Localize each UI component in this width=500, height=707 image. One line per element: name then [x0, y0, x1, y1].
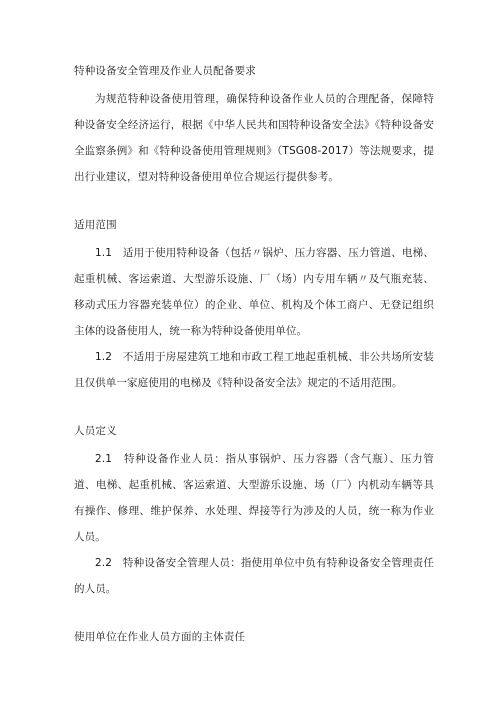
definitions-paragraph-2: 2.2 特种设备安全管理人员：指使用单位中负有特种设备安全管理责任的人员。 [74, 557, 434, 595]
definitions-paragraph-1: 2.1 特种设备作业人员：指从事锅炉、压力容器（含气瓶）、压力管道、电梯、起重机械、客运索道、大型游乐设施、场（厂）内机动车辆等具有操作、修理、维护保养、水处理、焊接等行为涉及的人员，统一称为作业人员。 [74, 453, 434, 543]
document-title: 特种设备安全管理及作业人员配备要求 [74, 65, 256, 77]
scope-paragraph-1: 1.1 适用于使用特种设备（包括〃锅炉、压力容器、压力管道、电梯、起重机械、客运索道、大型游乐设施、厂（场）内专用车辆〃及气瓶充装、移动式压力容器充装单位）的企业、单位、机构及个体工商户、无登记组织主体的设备使用人，统一称为特种设备使用单位。 [74, 247, 434, 337]
scope-paragraph-2: 1.2 不适用于房屋建筑工地和市政工程工地起重机械、非公共场所安装且仅供单一家庭使用的电梯及《特种设备安全法》规定的不适用范围。 [74, 351, 434, 389]
section-heading-responsibilities: 使用单位在作业人员方面的主体责任 [74, 631, 246, 643]
section-spacer [74, 190, 434, 216]
section-spacer [74, 602, 434, 628]
document-page [74, 62, 434, 646]
intro-paragraph: 为规范特种设备使用管理，确保特种设备作业人员的合理配备，保障特种设备安全经济运行，根据《中华人民共和国特种设备安全法》《特种设备安全监察条例》和《特种设备使用管理规则》（TSG08-2017）等法规要求，提出行业建议，望对特种设备使用单位合规运行提供参考。 [74, 93, 434, 183]
section-heading-definitions: 人员定义 [74, 425, 117, 437]
section-spacer [74, 396, 434, 422]
section-heading-scope: 适用范围 [74, 219, 117, 231]
